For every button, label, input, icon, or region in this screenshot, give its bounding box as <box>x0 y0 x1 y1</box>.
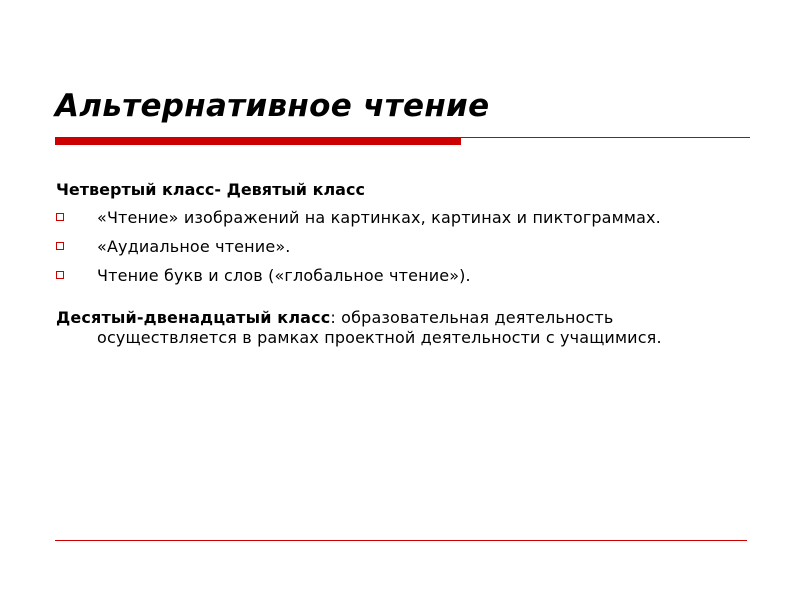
bullet-text: «Чтение» изображений на картинках, картинах и пиктограммах. <box>97 208 661 227</box>
square-bullet-icon <box>56 213 64 221</box>
bullet-text: Чтение букв и слов («глобальное чтение»). <box>97 266 471 285</box>
bullet-item <box>56 208 756 228</box>
section-heading: Четвертый класс- Девятый класс <box>56 180 365 199</box>
square-bullet-icon <box>56 271 64 279</box>
square-bullet-icon <box>56 242 64 250</box>
bullet-list <box>56 208 756 286</box>
slide-title: Альтернативное чтение <box>55 88 490 124</box>
paragraph-lead: Десятый-двенадцатый класс <box>56 308 331 327</box>
slide-body <box>56 180 756 348</box>
footer-divider <box>55 540 747 541</box>
bullet-item <box>56 266 756 286</box>
paragraph-text: : образовательная деятельность осуществляется в рамках проектной деятельности с учащимися. <box>97 308 662 347</box>
title-underline-thin <box>461 137 750 138</box>
bullet-item <box>56 237 756 257</box>
bullet-text: «Аудиальное чтение». <box>97 237 291 256</box>
body-paragraph <box>56 308 756 348</box>
title-underline-thick <box>55 137 461 145</box>
